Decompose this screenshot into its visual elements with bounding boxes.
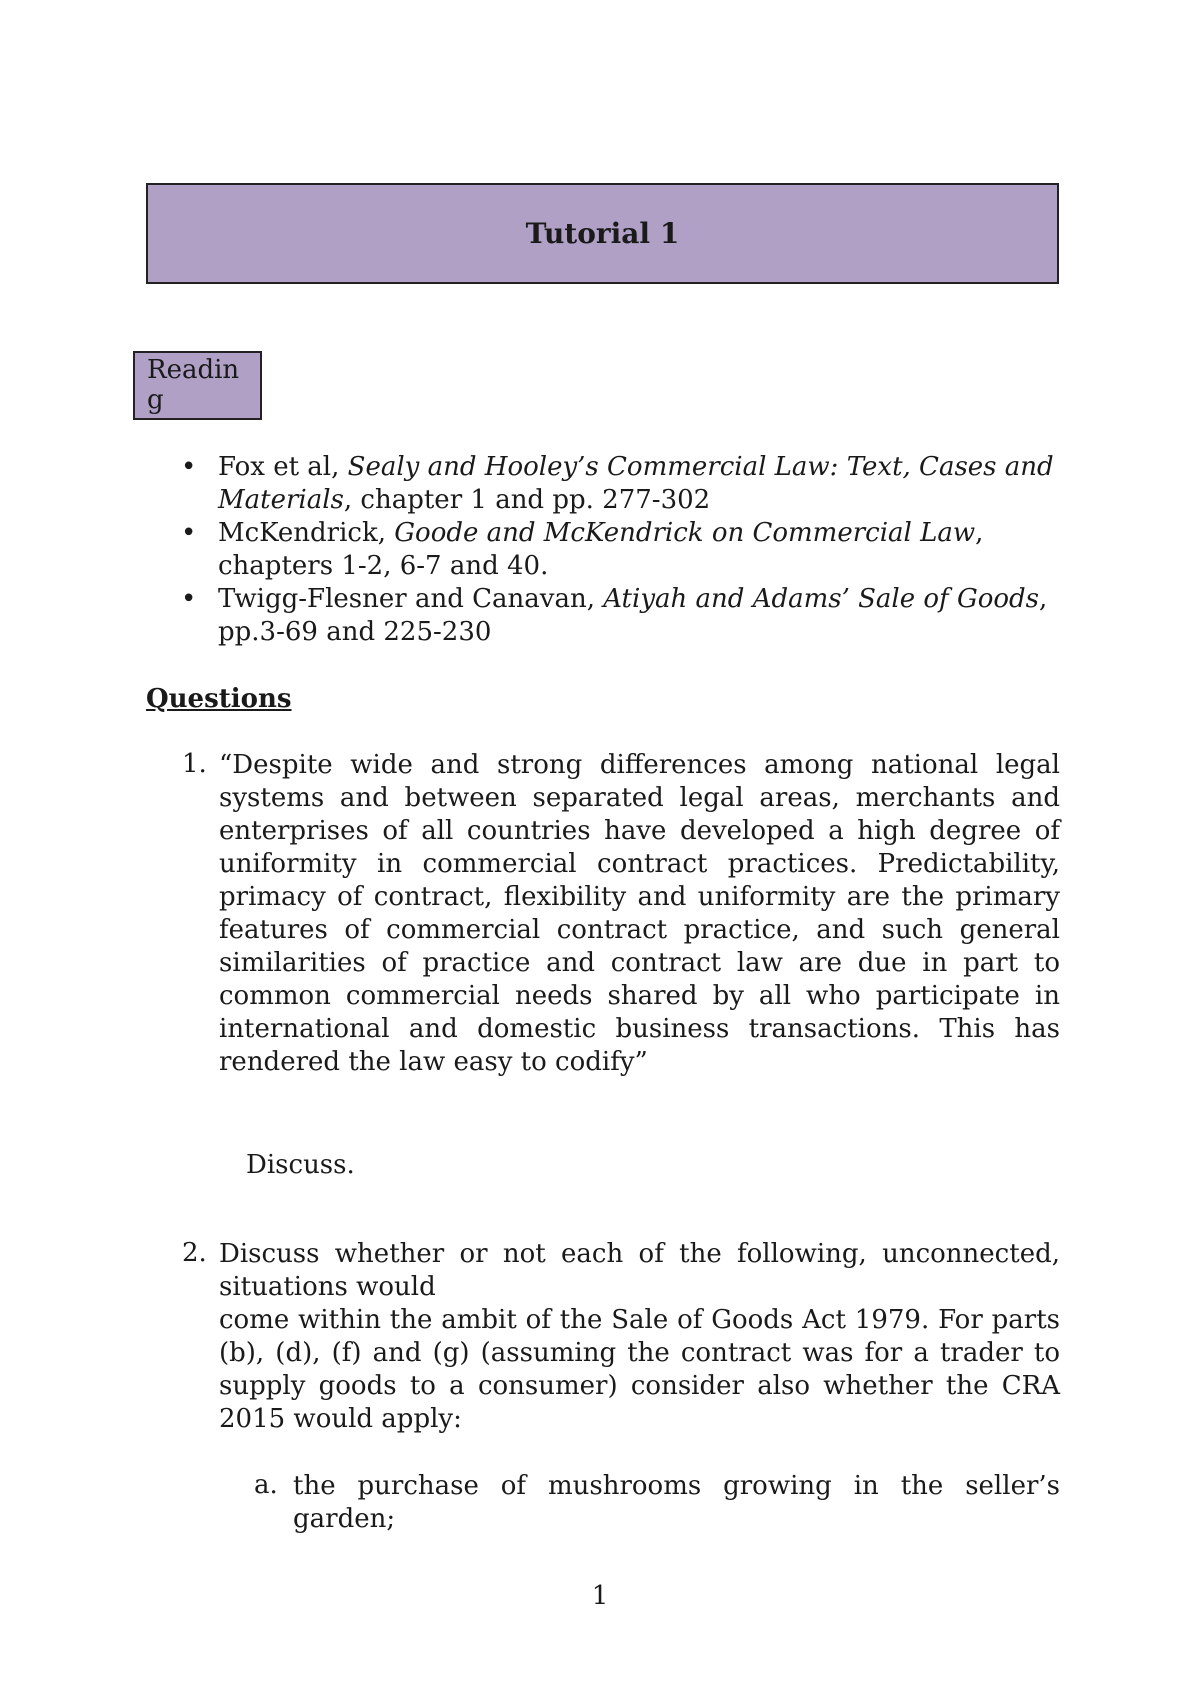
reading-label-box <box>133 351 262 420</box>
questions-heading: Questions <box>146 684 292 714</box>
reading-list <box>176 451 1056 649</box>
question-instruction: Discuss. <box>246 1150 355 1180</box>
sub-question-letter: a. <box>254 1470 278 1500</box>
reading-author: McKendrick, <box>218 518 395 548</box>
reading-author: Twigg-Flesner and Canavan, <box>218 584 604 614</box>
sub-question-text: the purchase of mushrooms growing in the seller’s garden; <box>293 1471 1060 1534</box>
bullet-icon: • <box>181 452 197 482</box>
question-text-line1: Discuss whether or not each of the following, unconnected, situations would <box>219 1239 1060 1302</box>
question-2 <box>182 1238 1060 1436</box>
bullet-icon: • <box>181 518 197 548</box>
reading-pages: , chapters 1-2, 6-7 and 40. <box>218 518 984 581</box>
tutorial-title-box <box>146 183 1059 284</box>
question-number: 1. <box>182 749 207 779</box>
tutorial-title: Tutorial 1 <box>525 217 680 250</box>
bullet-icon: • <box>181 584 197 614</box>
question-text: “Despite wide and strong differences among national legal systems and between separated legal areas, merchants and enterprises of all countries have developed a high degree of uniformity in commercial contract practices. Predictability, primacy of contract, flexibility and uniformity are the primary features of commercial contract practice, and such general similarities of practice and contract law are due in part to common commercial needs shared by all who participate in international and domestic business transactions. This has rendered the law easy to codify” <box>219 750 1060 1077</box>
reading-book-title: Sealy and Hooley’s Commercial Law: Text, Cases and Materials <box>218 452 1054 515</box>
reading-item <box>176 583 1056 649</box>
page-number: 1 <box>591 1581 609 1611</box>
question-text <box>219 1238 1060 1436</box>
question-1 <box>182 749 1060 1079</box>
question-text-line2: come within the ambit of the Sale of Goods Act 1979. For parts (b), (d), (f) and (g) (assuming the contract was for a trader to supply goods to a consumer) consider also whether the CRA 2015 would apply: <box>219 1305 1060 1434</box>
reading-book-title: Goode and McKendrick on Commercial Law <box>394 518 976 548</box>
reading-item <box>176 517 1056 583</box>
reading-author: Fox et al, <box>218 452 348 482</box>
reading-item <box>176 451 1056 517</box>
reading-book-title: Atiyah and Adams’ Sale of Goods <box>603 584 1040 614</box>
sub-question-a <box>254 1470 1060 1536</box>
question-number: 2. <box>182 1238 207 1268</box>
reading-pages: , pp.3-69 and 225-230 <box>218 584 1048 647</box>
reading-label: Reading <box>147 355 240 415</box>
reading-pages: , chapter 1 and pp. 277-302 <box>343 485 711 515</box>
